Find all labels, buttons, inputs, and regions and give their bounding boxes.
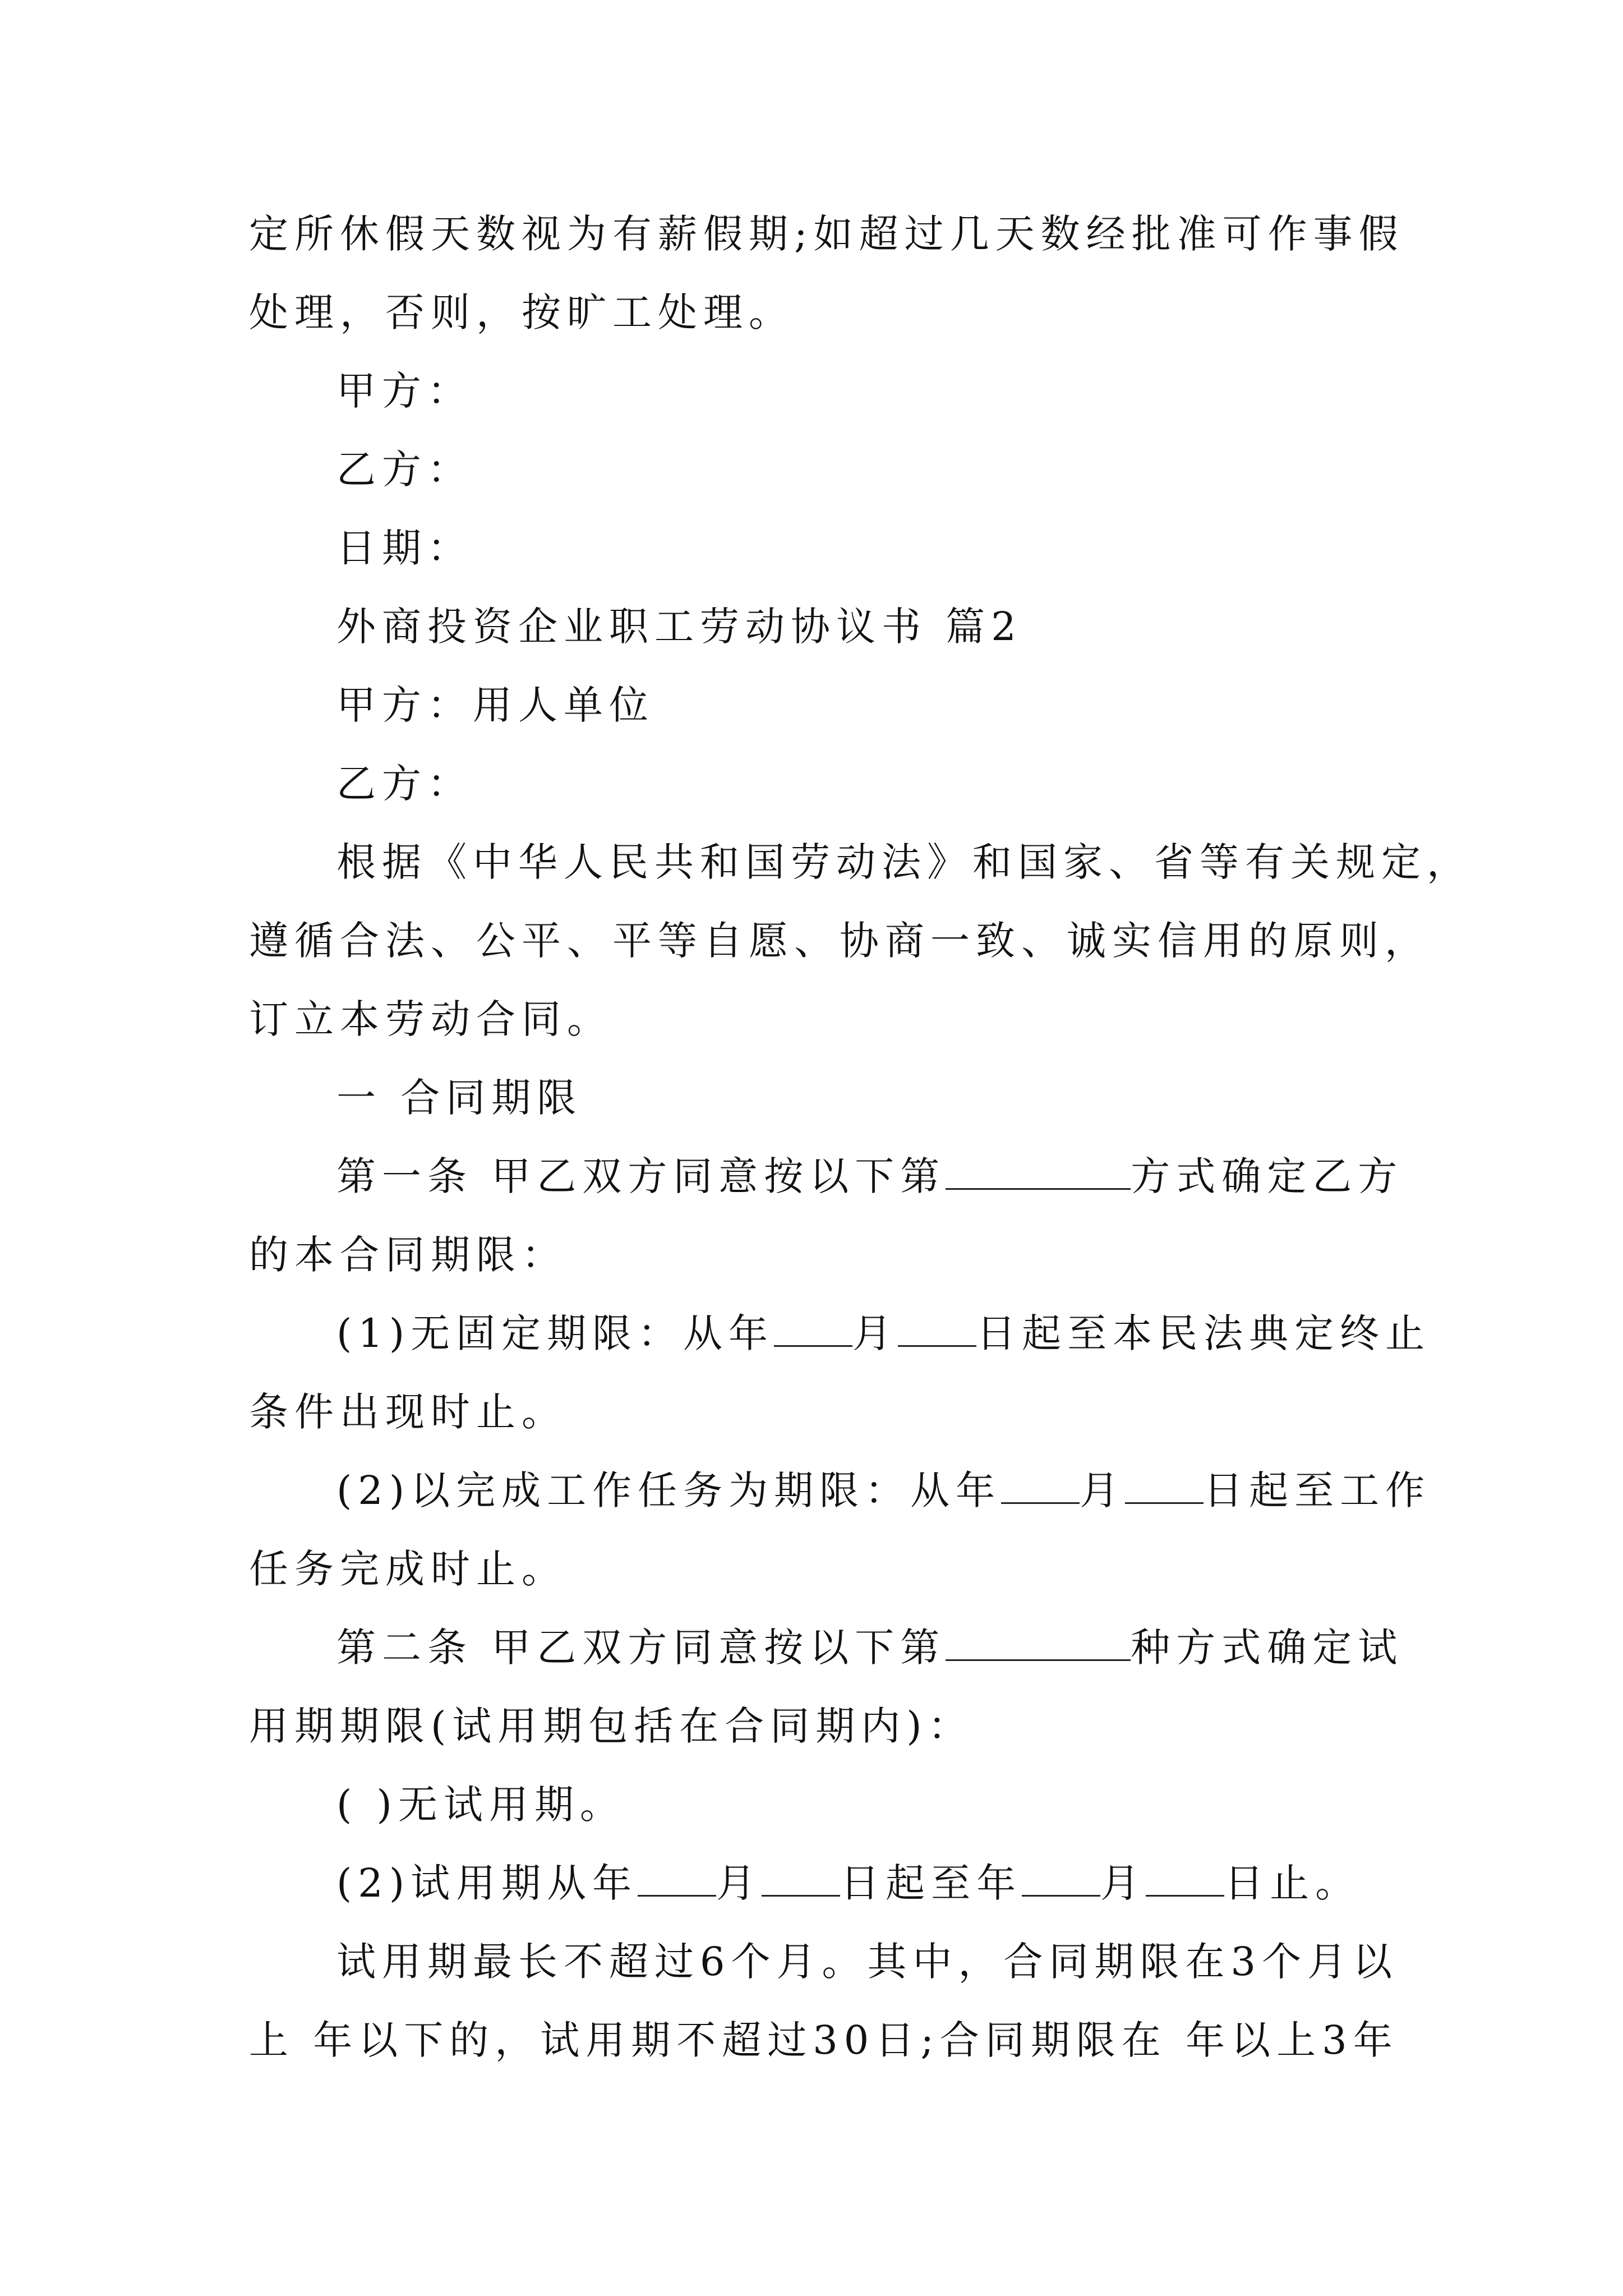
trial-period-line: [336, 1858, 1361, 1908]
paragraph-line: 遵循合法、公平、平等自愿、协商一致、诚实信用的原则，: [249, 918, 1430, 964]
paragraph-line: 条件出现时止。: [249, 1389, 567, 1435]
paragraph-line: 订立本劳动合同。: [249, 996, 612, 1042]
date-label: 日期：: [336, 525, 473, 571]
blank-field: [1146, 1860, 1224, 1897]
party-b-label: 乙方：: [336, 447, 473, 493]
text-segment: 日起至本民法典定终止: [976, 1310, 1431, 1356]
paragraph-line: 定所休假天数视为有薪假期;如超过几天数经批准可作事假: [249, 211, 1404, 257]
paragraph-line: 用期期限(试用期包括在合同期内)：: [249, 1703, 974, 1749]
blank-field: [898, 1310, 976, 1347]
paragraph-line: 试用期最长不超过6个月。其中，合同期限在3个月以: [336, 1939, 1399, 1985]
text-segment: 日起至工作: [1204, 1467, 1431, 1513]
chapter-heading: 一 合同期限: [336, 1075, 583, 1121]
party-a-employer: 甲方：用人单位: [336, 682, 654, 728]
text-segment: (2)以完成工作任务为期限：从年: [336, 1467, 1002, 1513]
text-segment: 月: [852, 1310, 898, 1356]
text-segment: 月: [1080, 1467, 1126, 1513]
blank-field: [1125, 1467, 1204, 1504]
text-segment: 月: [716, 1860, 762, 1906]
article-1-line: [336, 1151, 1403, 1202]
text-segment: 日止。: [1224, 1860, 1361, 1906]
text-segment: (1)无固定期限：从年: [336, 1310, 774, 1356]
party-b-label: 乙方：: [336, 761, 473, 807]
option-1-line: [336, 1308, 1431, 1359]
section-title: 外商投资企业职工劳动协议书 篇2: [336, 604, 1022, 650]
no-trial-option: ( )无试用期。: [336, 1782, 625, 1828]
text-segment: 种方式确定试: [1131, 1625, 1404, 1671]
blank-field: [946, 1625, 1131, 1661]
paragraph-line: 的本合同期限：: [249, 1232, 567, 1278]
text-segment: 方式确定乙方: [1131, 1153, 1404, 1199]
text-segment: 第一条 甲乙双方同意按以下第: [336, 1153, 946, 1199]
blank-field: [774, 1310, 852, 1347]
paragraph-line: 任务完成时止。: [249, 1546, 567, 1592]
party-a-label: 甲方：: [336, 368, 473, 414]
option-2-line: [336, 1465, 1431, 1516]
blank-field: [1001, 1467, 1080, 1504]
paragraph-line: 上 年以下的，试用期不超过30日;合同期限在 年以上3年: [249, 2017, 1399, 2063]
text-segment: 第二条 甲乙双方同意按以下第: [336, 1625, 946, 1671]
paragraph-line: 处理，否则，按旷工处理。: [249, 289, 794, 335]
text-segment: (2)试用期从年: [336, 1860, 638, 1906]
text-segment: 月: [1100, 1860, 1146, 1906]
text-segment: 日起至年: [840, 1860, 1022, 1906]
paragraph-line: 根据《中华人民共和国劳动法》和国家、省等有关规定，: [336, 839, 1472, 885]
blank-field: [762, 1860, 840, 1897]
blank-field: [1022, 1860, 1100, 1897]
article-2-line: [336, 1622, 1403, 1673]
blank-field: [946, 1153, 1131, 1190]
blank-field: [638, 1860, 716, 1897]
